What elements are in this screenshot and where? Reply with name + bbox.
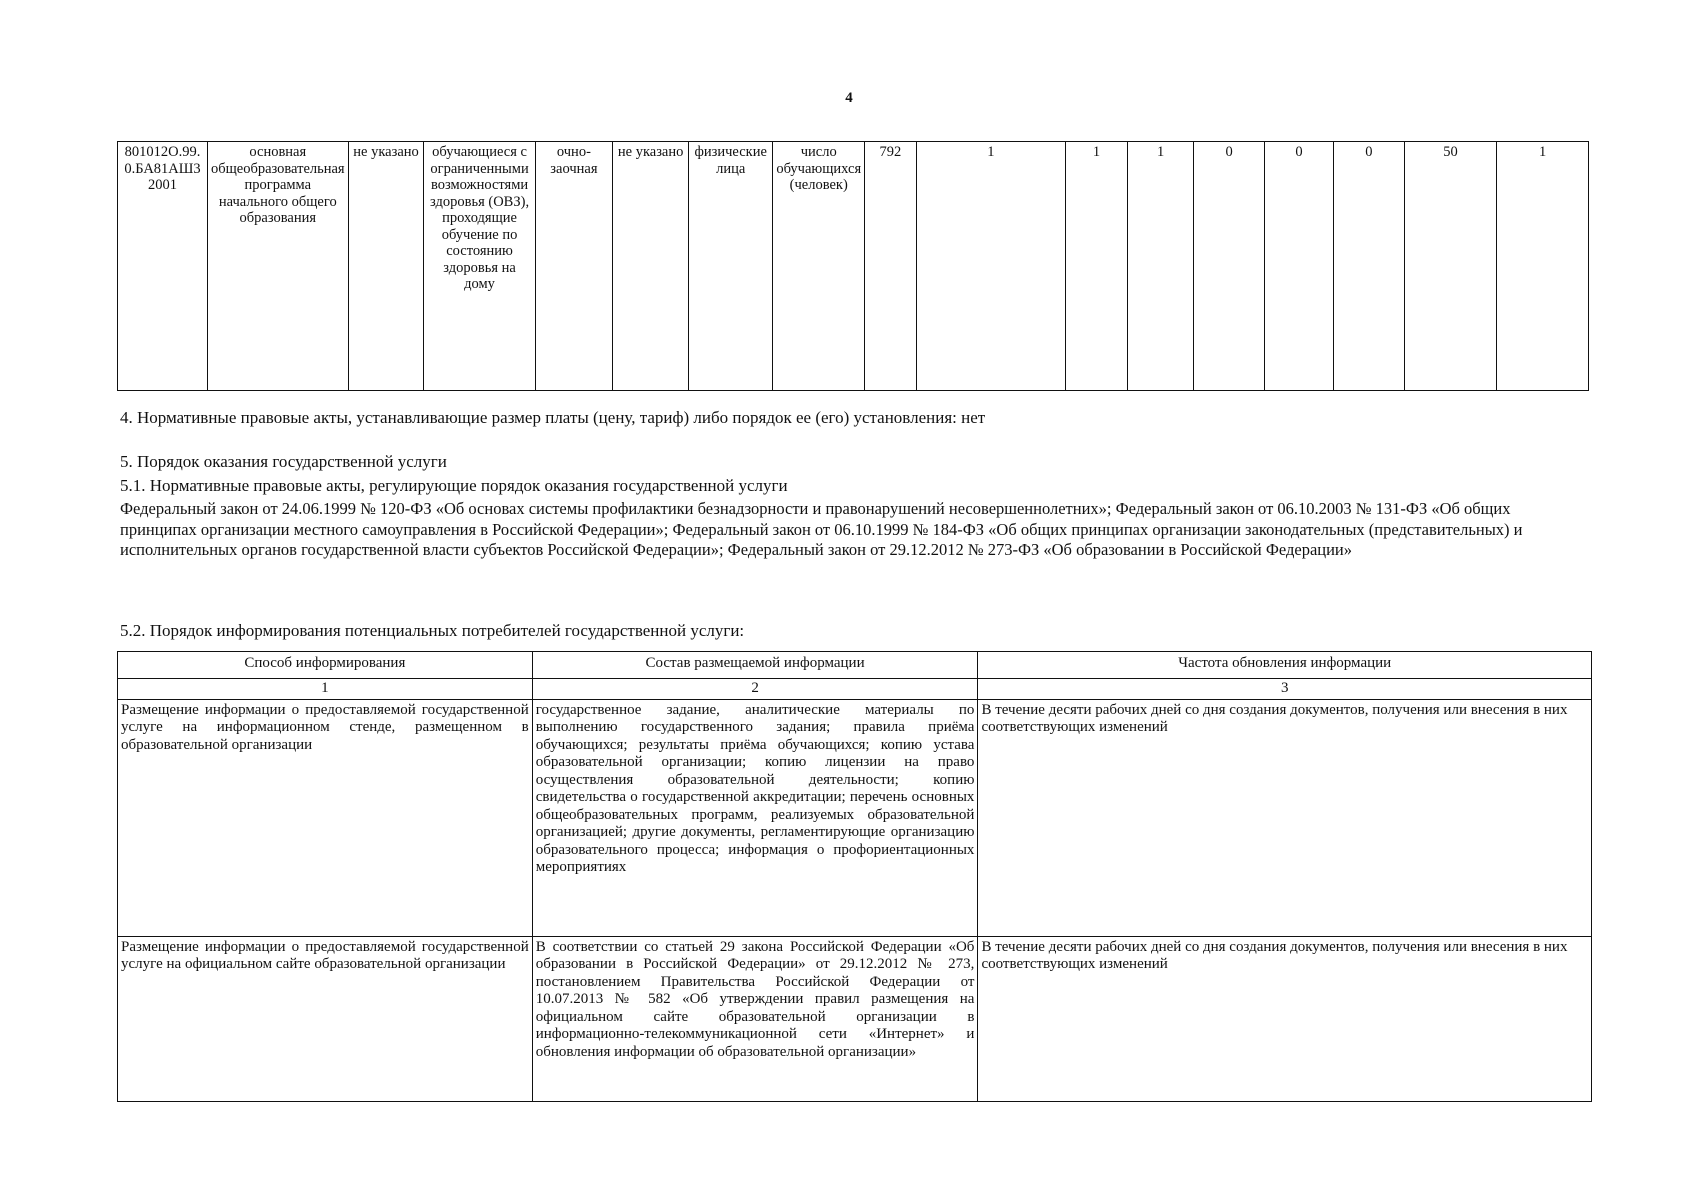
consumer-cell: физические лица	[689, 142, 773, 391]
informing-table	[117, 651, 1592, 1102]
value-cell: 0	[1265, 142, 1334, 391]
category-cell: обучающиеся с ограниченными возможностями здоровья (ОВЗ), проходящие обучение по состоянию здоровья на дому	[424, 142, 535, 391]
table-header-row	[118, 652, 1592, 679]
value-cell: 50	[1404, 142, 1497, 391]
column-number: 3	[978, 679, 1592, 700]
value-cell: 1	[916, 142, 1065, 391]
frequency-cell: В течение десяти рабочих дней со дня создания документов, получения или внесения в них соответствующих изменений	[978, 936, 1592, 1101]
column-header: Способ информирования	[118, 652, 533, 679]
value-cell: 0	[1333, 142, 1404, 391]
method-cell: Размещение информации о предоставляемой государственной услуге на информационном стенде, размещенном в образовательной организации	[118, 699, 533, 936]
table-row	[118, 142, 1589, 391]
column-header: Состав размещаемой информации	[532, 652, 978, 679]
page-number: 4	[845, 90, 853, 106]
section-5-1-heading: 5.1. Нормативные правовые акты, регулирующие порядок оказания государственной услуги	[120, 476, 788, 495]
value-cell: 1	[1127, 142, 1193, 391]
okei-code-cell: 792	[865, 142, 917, 391]
column-header: Частота обновления информации	[978, 652, 1592, 679]
column-number: 1	[118, 679, 533, 700]
value-cell: 0	[1194, 142, 1265, 391]
content-cell: государственное задание, аналитические материалы по выполнению государственного задания; правила приёма обучающихся; результаты приёма обучающихся; копию устава образовательной организации; копию лицензии на право осуществления образовательной деятельности; копию свидетельства о государственной аккредитации; перечень основных общеобразовательных программ, реализуемых образовательной организацией; другие документы, регламентирующие организацию образовательного процесса; информация о профориентационных мероприятиях	[532, 699, 978, 936]
not-specified-cell: не указано	[348, 142, 424, 391]
service-indicators-table	[117, 141, 1589, 391]
section-5-2-heading: 5.2. Порядок информирования потенциальных потребителей государственной услуги:	[120, 621, 745, 640]
service-code-cell: 801012О.99.0.БА81АШ32001	[118, 142, 208, 391]
study-form-cell: очно-заочная	[535, 142, 613, 391]
legal-acts-paragraph: Федеральный закон от 24.06.1999 № 120-ФЗ «Об основах системы профилактики безнадзорности и правонарушений несовершеннолетних»; Федеральный закон от 06.10.2003 № 131-ФЗ «Об общих принципах организации местного самоуправления в Российской Федерации»; Федеральный закон от 06.10.1999 № 184-ФЗ «Об общих принципах организации законодательных (представительных) и исполнительных органов государственной власти субъектов Российской Федерации»; Федеральный закон от 29.12.2012 № 273-ФЗ «Об образовании в Российской Федерации»	[120, 499, 1523, 559]
program-cell: основная общеобразовательная программа начального общего образования	[207, 142, 348, 391]
column-number: 2	[532, 679, 978, 700]
table-row	[118, 699, 1592, 936]
value-cell: 1	[1497, 142, 1589, 391]
table-row	[118, 936, 1592, 1101]
frequency-cell: В течение десяти рабочих дней со дня создания документов, получения или внесения в них соответствующих изменений	[978, 699, 1592, 936]
not-specified-cell: не указано	[613, 142, 689, 391]
section-5-heading: 5. Порядок оказания государственной услуги	[120, 452, 447, 471]
column-number-row	[118, 679, 1592, 700]
indicator-cell: число обучающихся (человек)	[773, 142, 865, 391]
section-4-text: 4. Нормативные правовые акты, устанавливающие размер платы (цену, тариф) либо порядок ее (его) установления: нет	[120, 408, 986, 427]
method-cell: Размещение информации о предоставляемой государственной услуге на официальном сайте образовательной организации	[118, 936, 533, 1101]
content-cell: В соответствии со статьей 29 закона Российской Федерации «Об образовании в Российской Федерации» от 29.12.2012 № 273, постановлением Правительства Российской Федерации от 10.07.2013 № 582 «Об утверждении правил размещения на официальном сайте образовательной организации в информационно-телекоммуникационной сети «Интернет» и обновления информации об образовательной организации»	[532, 936, 978, 1101]
value-cell: 1	[1065, 142, 1127, 391]
